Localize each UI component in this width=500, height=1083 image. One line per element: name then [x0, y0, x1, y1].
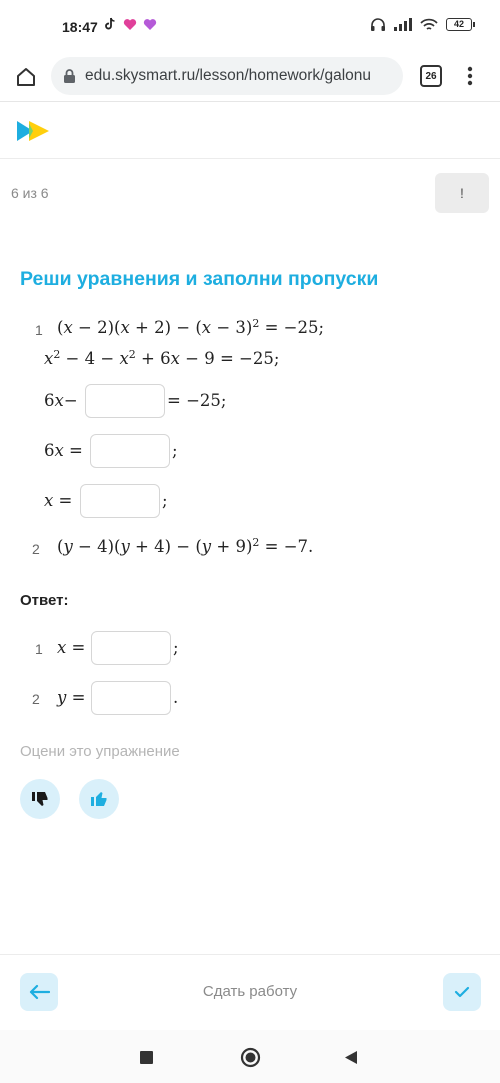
equation-line: x =	[44, 491, 73, 510]
equation-line: x =	[57, 638, 86, 657]
equation-line: $(y - 4)(y + 4) - (y + 9)^2 = -7$.	[57, 536, 314, 556]
report-problem-button[interactable]: !	[435, 173, 489, 213]
status-notification-icons	[103, 17, 157, 31]
thumbs-down-icon	[30, 789, 50, 809]
skysmart-logo-icon[interactable]	[15, 119, 51, 143]
address-bar[interactable]	[51, 57, 403, 95]
home-icon	[15, 66, 37, 88]
item-number: 2	[32, 541, 40, 557]
bottom-action-bar	[0, 954, 500, 1029]
status-bar	[0, 0, 500, 52]
more-vert-icon	[467, 66, 473, 86]
checkmark-icon	[454, 986, 470, 998]
wifi-icon	[420, 18, 438, 32]
status-system-icons	[370, 17, 472, 32]
tiktok-icon	[103, 17, 117, 31]
item-number: 1	[35, 322, 43, 338]
like-button[interactable]	[79, 779, 119, 819]
equation-line: ;	[173, 638, 179, 657]
check-button[interactable]	[443, 973, 481, 1011]
equation-line: 6x−	[44, 391, 78, 410]
equation-line: = −25;	[167, 391, 227, 410]
status-time: 18:47	[62, 19, 98, 35]
heart-icon	[123, 18, 137, 31]
browser-toolbar	[0, 52, 500, 102]
dislike-button[interactable]	[20, 779, 60, 819]
item-number: 1	[35, 641, 43, 657]
answer-label: Ответ:	[20, 592, 69, 609]
progress-counter: 6 из 6	[11, 185, 49, 201]
tabs-button[interactable]: 26	[420, 65, 442, 87]
answer-y-input[interactable]	[91, 681, 171, 715]
site-header	[0, 103, 500, 159]
browser-menu-button[interactable]	[462, 64, 478, 88]
task-title: Реши уравнения и заполни пропуски	[20, 268, 379, 290]
back-triangle-icon[interactable]	[344, 1050, 358, 1065]
home-button[interactable]	[12, 63, 40, 91]
equation-line: ;	[162, 491, 168, 510]
equation-line: .	[173, 688, 179, 707]
answer-blank-input[interactable]	[85, 384, 165, 418]
equation-line: ;	[172, 441, 178, 460]
headphones-icon	[370, 17, 386, 32]
home-circle-icon[interactable]	[240, 1047, 261, 1068]
equation-line: y =	[57, 688, 86, 707]
submit-work-button[interactable]: Сдать работу	[202, 983, 298, 1000]
heart-icon	[143, 18, 157, 31]
answer-x-input[interactable]	[91, 631, 171, 665]
battery-indicator: 42	[446, 18, 472, 31]
equation-line: $(x - 2)(x + 2) - (x - 3)^2 = -25$;	[57, 317, 325, 337]
equation-line: 6x =	[44, 441, 83, 460]
equation-line: $x^2 - 4 - x^2 + 6x - 9 = -25$;	[44, 348, 280, 368]
progress-row	[0, 160, 500, 230]
answer-blank-input[interactable]	[90, 434, 170, 468]
signal-icon	[394, 18, 412, 31]
thumbs-up-icon	[89, 789, 109, 809]
answer-blank-input[interactable]	[80, 484, 160, 518]
system-navigation-bar	[0, 1030, 500, 1083]
rate-exercise-label: Оцени это упражнение	[20, 743, 180, 760]
recent-apps-button[interactable]	[140, 1051, 153, 1064]
url-text: edu.skysmart.ru/lesson/homework/galonu	[85, 67, 372, 84]
lock-icon	[63, 69, 76, 84]
item-number: 2	[32, 691, 40, 707]
